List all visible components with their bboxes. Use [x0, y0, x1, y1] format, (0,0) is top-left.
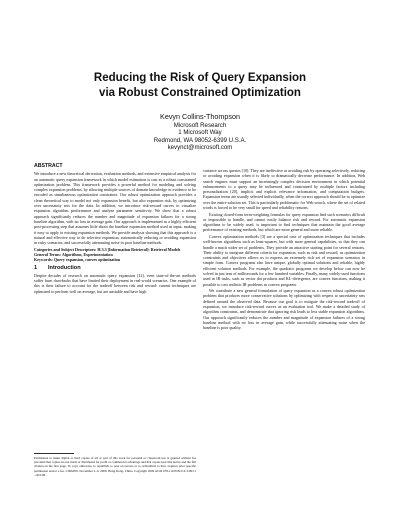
author-email: kevynct@microsoft.com	[167, 144, 233, 152]
intro-heading	[34, 266, 196, 271]
categories-text: H.3.3 [Information Retrieval]: Retrieval Models	[97, 246, 181, 252]
intro-number: 1	[34, 264, 38, 271]
right-paragraph-4: We contribute a new general formulation of query expansion as a convex robust optimization problem that produces more conservative solutions by optimizing with respect to uncertainty sets defined around the observed data. Because our goal is to mitigate the risk-reward tradeoff of expansion, we introduce risk-reward curves as an evaluation tool. We make a detailed study of algorithm constraints, and demonstrate that ignoring risk leads to less stable expansion algorithms. Our approach significantly reduces the number and magnitude of expansion failures of a strong baseline method with no loss in average gain, while successfully attenuating noise when the baseline is poor quality.	[203, 288, 365, 331]
footnote-rule	[34, 453, 74, 454]
copyright-footnote	[34, 453, 196, 477]
abstract-text: We introduce a new theoretical derivation, evaluation methods, and extensive empirical analysis for an automatic query expansion framework in which model estimation is cast as a robust constrained optimization problem. This framework provides a powerful method for modeling and solving complex expansion problems, by allowing multiple sources of domain knowledge or evidence to be encoded as simultaneous optimization constraints. Our robust optimization approach provides a clean theoretical way to model not only expansion benefit, but also expansion risk, by optimizing over uncertainty sets for the data. In addition, we introduce risk-reward curves to visualize expansion algorithm performance and analyze parameter sensitivity. We show that a robust approach significantly reduces the number and magnitude of expansion failures for a strong baseline algorithm, with no loss in average gain. Our approach is implemented as a highly efficient post-processing step that assumes little about the baseline expansion method used as input, making it easy to apply to existing expansion methods. We provide analysis showing that this approach is a natural and effective way to do selective expansion, automatically reducing or avoiding expansion in risky scenarios, and successfully attenuating noise in poor baseline methods.	[34, 171, 196, 246]
author-address-2: Redmond, WA 98052-6399 U.S.A.	[153, 136, 247, 144]
intro-paragraph: Despite decades of research on automatic query expansion [12], even state-of-the-art methods suffer from drawbacks that have limited their deployment in real-world scenarios. One example of this is their failure to account for the tradeoff between risk and reward: current techniques are optimized to perform well on average, but are unstable and have high	[34, 272, 196, 294]
general-terms-label: General Terms:	[34, 251, 62, 257]
title-line-1: Reducing the Risk of Query Expansion	[93, 72, 307, 84]
left-column	[34, 164, 196, 295]
keywords-text: Query expansion, convex optimization	[53, 257, 121, 263]
author-org: Microsoft Research	[173, 121, 227, 129]
categories-line	[34, 247, 196, 263]
author-address-1: 1 Microsoft Way	[178, 129, 222, 137]
right-paragraph-1: variance across queries [10]. They are ineffective at avoiding risk by operating selectively, reducing or avoiding expansion when it is likely to dramatically decrease performance. In addition, Web search engines must support an increasingly complex decision environment in which potential enhancements to a query may be influenced and constrained by multiple factors including personalization [20], implicit and explicit relevance information, and computation budgets. Expansion terms are usually selected individually, when the correct approach should be to optimize over the entire solution set. This is particularly problematic for Web search, where the set of related words is forced to be very small for speed and reliability reasons.	[203, 168, 365, 211]
categories-label: Categories and Subject Descriptors:	[34, 246, 97, 252]
footnote-text: Permission to make digital or hard copies of all or part of this work for personal or classroom use is granted without fee provided that copies are not made or distributed for profit or commercial advantage and that copies bear this notice and the full citation on the first page. To copy otherwise, to republish, to post on servers or to redistribute to lists, requires prior specific permission and/or a fee. CIKM'09, November 2–6, 2009, Hong Kong, China. Copyright 2009 ACM 978-1-60558-512-3/09/11 ...$10.00.	[34, 456, 196, 477]
general-terms-text: Algorithms, Experimentation	[61, 251, 113, 257]
intro-title: Introduction	[48, 264, 81, 271]
right-column	[203, 168, 365, 332]
right-paragraph-3: Convex optimization methods [3] are a special case of optimization techniques that includes well-known algorithms such as least-squares, but with more general capabilities, so that they can handle a much wider set of problems. They provide an attractive starting point for several reasons. Their ability to integrate different criteria for expansion, such as risk and reward, as optimization constraints and objectives allows us to express an extremely rich set of expansion scenarios in simple form. Convex programs also have unique, globally optimal solutions and reliable, highly efficient solution methods. For example, the quadratic programs we develop below can now be solved in just tens of milliseconds for a few hundred variables. Finally, many widely-used functions used in IR tasks, such as vector dot products and KL-divergence, are convex functions, making it possible to cast realistic IR problems as convex programs.	[203, 233, 365, 287]
right-paragraph-2: Existing closed-form term-weighting formulas for query expansion find such scenarios difficult or impossible to handle, and cannot easily balance risk and reward. For automatic expansion algorithms to be widely used, is important to find techniques that maintain the good average performance of existing methods, but which are more general and more reliable.	[203, 211, 365, 233]
author-block	[0, 113, 400, 152]
abstract-heading: ABSTRACT	[34, 163, 63, 169]
title-line-2: via Robust Constrained Optimization	[99, 87, 301, 99]
author-name: Kevyn Collins-Thompson	[160, 112, 240, 121]
paper-title	[0, 71, 400, 101]
keywords-label: Keywords:	[34, 257, 53, 263]
